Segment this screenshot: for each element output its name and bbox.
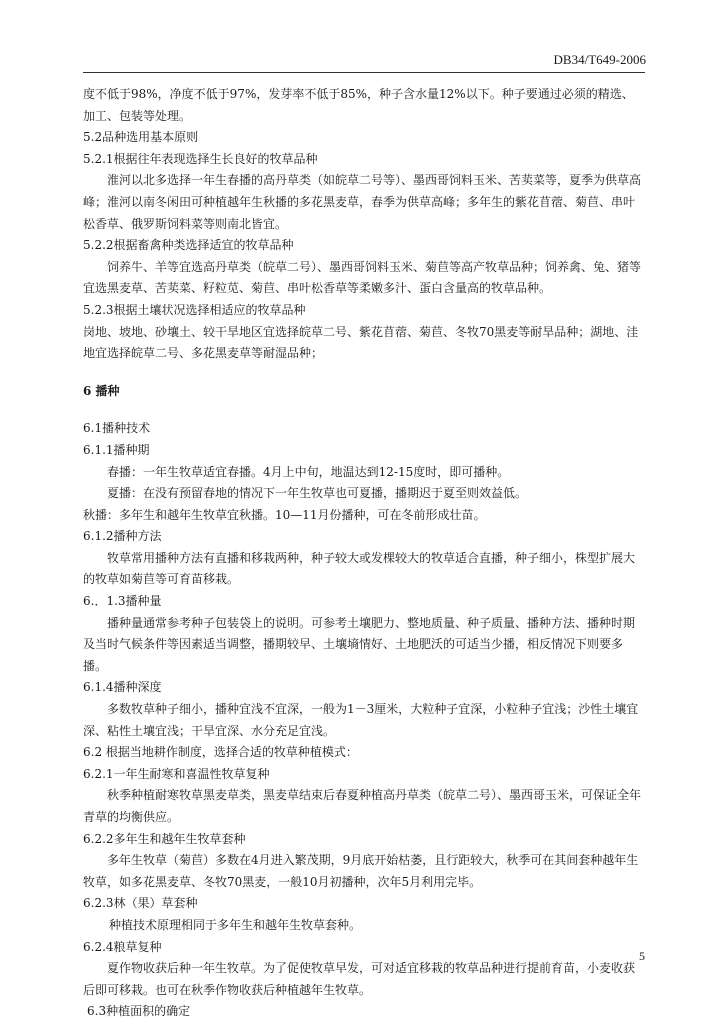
heading-6-1-3: 6.．1.3播种量 [83, 594, 162, 609]
heading-6-1-4: 6.1.4播种深度 [83, 680, 162, 695]
heading-6-1: 6.1播种技术 [83, 421, 151, 436]
paragraph-6-1-4: 多数牧草种子细小，播种宜浅不宜深，一般为1－3厘米，大粒种子宜深，小粒种子宜浅；沙性土壤宜深、粘性土壤宜浅；干旱宜深、水分充足宜浅。 [83, 702, 639, 738]
heading-6-2-4: 6.2.4粮草复种 [83, 939, 162, 954]
page-number: 5 [639, 949, 645, 963]
heading-6-1-1: 6.1.1播种期 [83, 442, 150, 457]
document-code: DB34/T649-2006 [553, 52, 646, 67]
paragraph-summer-sowing: 夏播：在没有预留春地的情况下一年生牧草也可夏播，播期迟于夏至则效益低。 [107, 486, 528, 501]
paragraph-6-2-2: 多年生牧草（菊苣）多数在4月进入繁茂期，9月底开始枯萎，且行距较大，秋季可在其间套种越年生牧草，如多花黑麦草、冬牧70黑麦，一般10月初播种，次年5月利用完毕。 [83, 853, 639, 889]
paragraph-6-2-3: 种植技术原理相同于多年生和越年生牧草套种。 [109, 917, 362, 932]
heading-5-2-1: 5.2.1根据往年表现选择生长良好的牧草品种 [83, 151, 318, 166]
heading-6-2-3: 6.2.3林（果）草套种 [83, 896, 198, 911]
heading-6-2: 6.2 根据当地耕作制度，选择合适的牧草种植模式： [83, 745, 358, 760]
heading-6-3: 6.3种植面积的确定 [87, 1004, 191, 1019]
paragraph-5-2-1: 淮河以北多选择一年生春播的高丹草类（如皖草二号等）、墨西哥饲料玉米、苦荬菜等，夏季为供草高峰；淮河以南冬闲田可种植越年生秋播的多花黑麦草，春季为供草高峰；多年生的紫花苜蓿、菊苣、串叶松香草、俄罗斯饲料菜等则南北皆宜。 [83, 173, 642, 231]
paragraph-6-1-3: 播种量通常参考种子包装袋上的说明。可参考土壤肥力、整地质量、种子质量、播种方法、播种时期及当时气候条件等因素适当调整，播期较早、土壤墒情好、土地肥沃的可适当少播，相反情况下则要多播。 [83, 615, 636, 673]
paragraph-6-2-4: 夏作物收获后种一年生牧草。为了促使牧草早发，可对适宜移栽的牧草品种进行提前育苗，小麦收获后即可移栽。也可在秋季作物收获后种植越年生牧草。 [83, 961, 636, 997]
paragraph-autumn-sowing: 秋播：多年生和越年生牧草宜秋播。10—11月份播种，可在冬前形成壮苗。 [83, 507, 486, 522]
document-body [83, 84, 645, 1023]
paragraph-6-2-1: 秋季种植耐寒牧草黑麦草类，黑麦草结束后春夏种植高丹草类（皖草二号）、墨西哥玉米，可保证全年青草的均衡供应。 [83, 788, 642, 824]
header-rule [83, 72, 645, 73]
paragraph-5-2-2: 饲养牛、羊等宜选高丹草类（皖草二号）、墨西哥饲料玉米、菊苣等高产牧草品种；饲养禽、兔、猪等宜选黑麦草、苦荬菜、籽粒苋、菊苣、串叶松香草等柔嫩多汁、蛋白含量高的牧草品种。 [83, 259, 642, 296]
heading-6-1-2: 6.1.2播种方法 [83, 529, 162, 544]
section-title-6: 6 播种 [83, 383, 120, 398]
heading-5-2-2: 5.2.2根据畜禽种类选择适宜的牧草品种 [83, 238, 294, 253]
heading-5-2-3: 5.2.3根据土壤状况选择相适应的牧草品种 [83, 302, 306, 317]
heading-5-2: 5.2品种选用基本原则 [83, 130, 199, 145]
paragraph-5-2-3: 岗地、坡地、砂壤土、较干旱地区宜选择皖草二号、紫花苜蓿、菊苣、冬牧70黑麦等耐旱品种；湖地、洼地宜选择皖草二号、多花黑麦草等耐湿品种； [83, 324, 639, 361]
heading-6-2-2: 6.2.2多年生和越年生牧草套种 [83, 831, 246, 846]
paragraph-seed-quality: 度不低于98%，净度不低于97%，发芽率不低于85%，种子含水量12%以下。种子要通过必须的精选、加工、包装等处理。 [83, 87, 634, 123]
paragraph-spring-sowing: 春播：一年生牧草适宜春播。4月上中旬，地温达到12-15度时，即可播种。 [107, 464, 510, 479]
paragraph-6-1-2: 牧草常用播种方法有直播和移栽两种，种子较大或发棵较大的牧草适合直播，种子细小，株型扩展大的牧草如菊苣等可育苗移栽。 [83, 550, 636, 587]
heading-6-2-1: 6.2.1一年生耐寒和喜温性牧草复种 [83, 766, 270, 781]
